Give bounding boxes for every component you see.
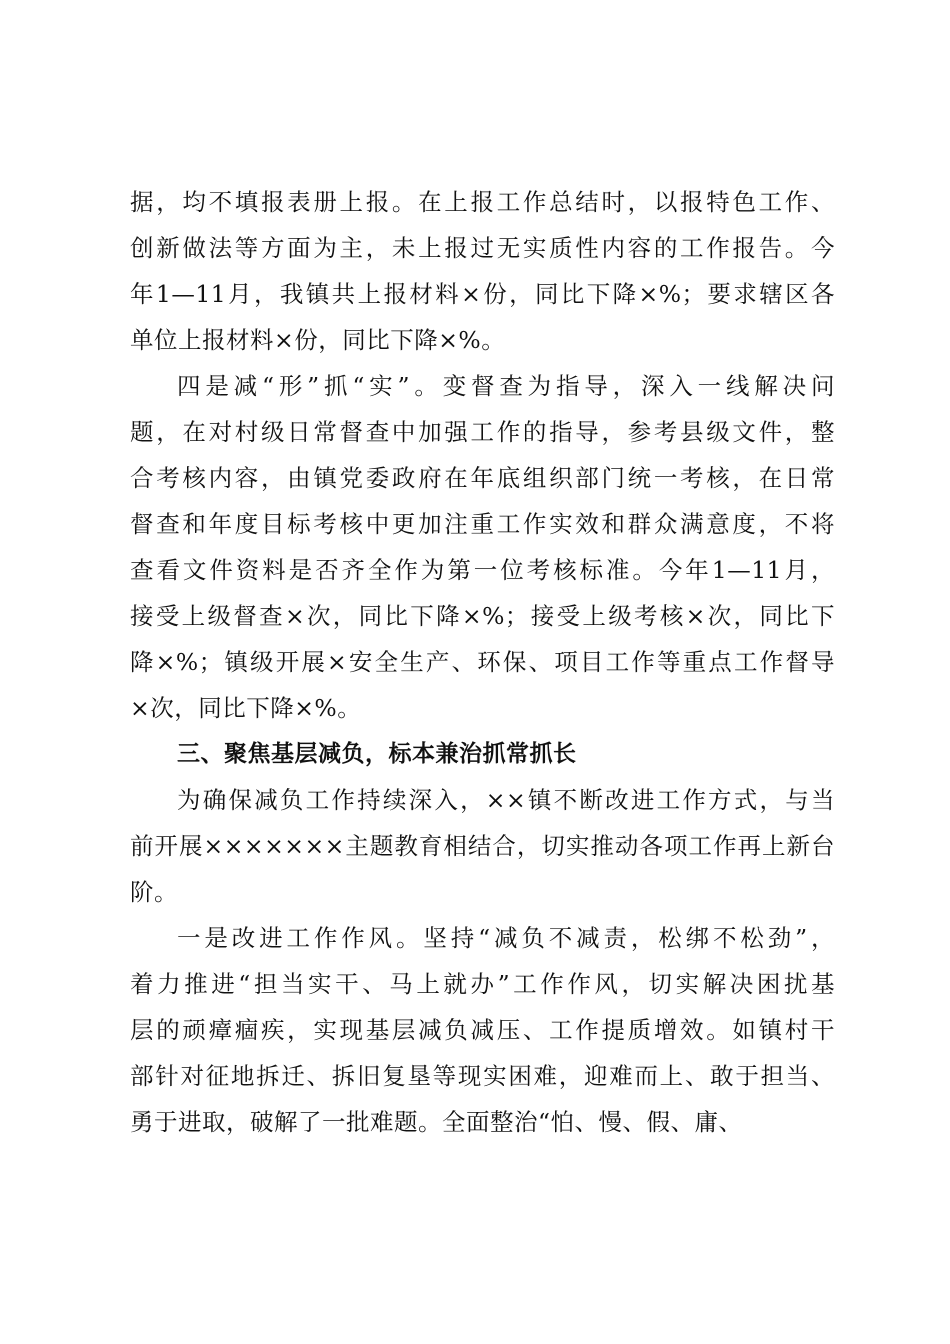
paragraph-first-line: 一是改进工作作风。坚持“减负不减责，松绑不松劲”，	[177, 924, 835, 952]
text-line: 前开展×××××××主题教育相结合，切实推动各项工作再上新台	[130, 832, 835, 860]
paragraph-first-line: 四是减“形”抓“实”。变督查为指导，深入一线解决问	[177, 372, 835, 400]
text-line: 据，均不填报表册上报。在上报工作总结时，以报特色工作、	[130, 188, 835, 216]
text-line: 部针对征地拆迁、拆旧复垦等现实困难，迎难而上、敢于担当、	[130, 1062, 835, 1090]
text-line: 单位上报材料×份，同比下降×%。	[130, 326, 506, 354]
text-line: ×次，同比下降×%。	[130, 694, 362, 722]
paragraph-first-line: 为确保减负工作持续深入，××镇不断改进工作方式，与当	[177, 786, 835, 814]
text-line: 降×%；镇级开展×安全生产、环保、项目工作等重点工作督导	[130, 648, 835, 676]
text-line: 题，在对村级日常督查中加强工作的指导，参考县级文件，整	[130, 418, 835, 446]
text-line: 查看文件资料是否齐全作为第一位考核标准。今年1—11月，	[130, 556, 835, 584]
text-line: 年1—11月，我镇共上报材料×份，同比下降×%；要求辖区各	[130, 280, 835, 308]
section-heading: 三、聚焦基层减负，标本兼治抓常抓长	[177, 741, 577, 767]
text-line: 合考核内容，由镇党委政府在年底组织部门统一考核，在日常	[130, 464, 835, 492]
text-line: 着力推进“担当实干、马上就办”工作作风，切实解决困扰基	[130, 970, 835, 998]
text-line: 勇于进取，破解了一批难题。全面整治“怕、慢、假、庸、	[130, 1108, 743, 1136]
text-line: 层的顽瘴痼疾，实现基层减负减压、工作提质增效。如镇村干	[130, 1016, 835, 1044]
text-line: 阶。	[130, 878, 178, 906]
text-line: 督查和年度目标考核中更加注重工作实效和群众满意度，不将	[130, 510, 835, 538]
text-line: 接受上级督查×次，同比下降×%；接受上级考核×次，同比下	[130, 602, 835, 630]
text-line: 创新做法等方面为主，未上报过无实质性内容的工作报告。今	[130, 234, 835, 262]
